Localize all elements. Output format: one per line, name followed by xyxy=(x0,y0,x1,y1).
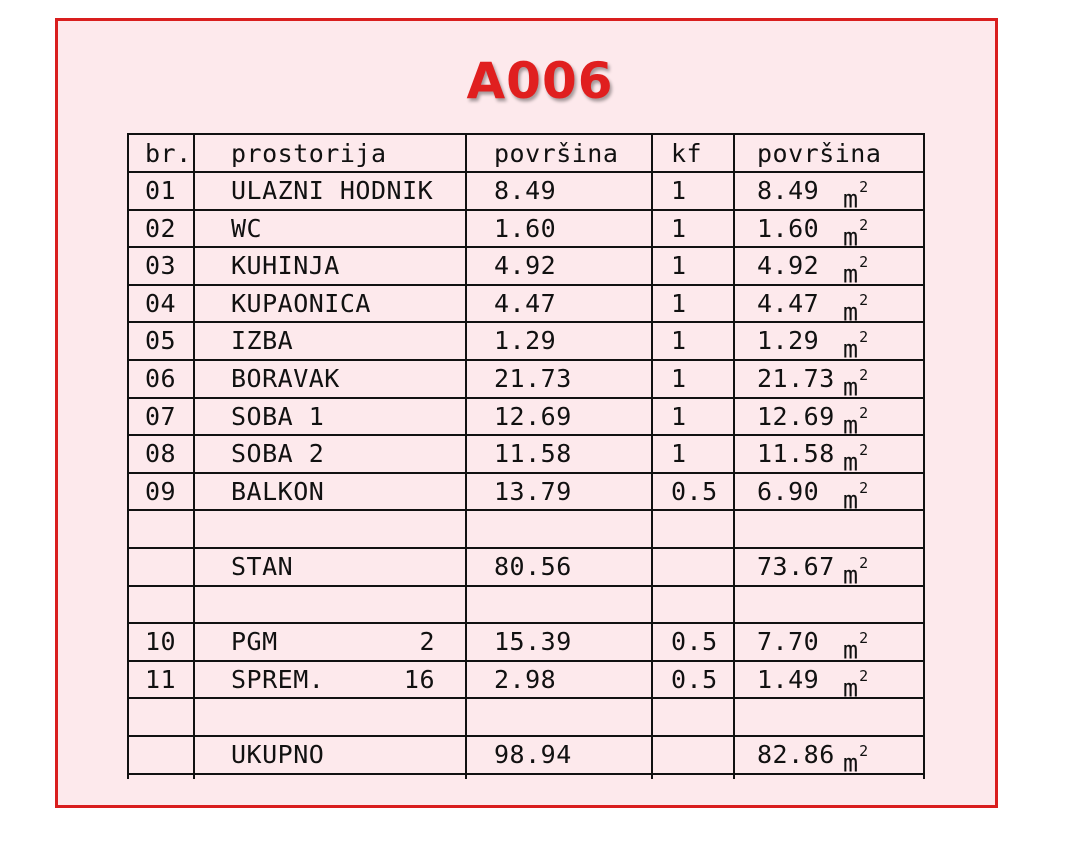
table-grid-vline xyxy=(127,133,129,779)
room-extra: 2 xyxy=(419,627,435,657)
unit-base: m xyxy=(843,221,859,251)
area-value: 2.98 xyxy=(494,664,557,694)
unit-m2 xyxy=(843,476,868,518)
area-value: 15.39 xyxy=(494,627,572,657)
unit-m2 xyxy=(843,401,868,443)
table-grid-hline xyxy=(127,585,923,587)
unit-base: m xyxy=(843,259,859,289)
header-kf: kf xyxy=(671,139,703,168)
unit-base: m xyxy=(843,635,859,665)
kf-value: 1 xyxy=(671,288,687,318)
area-value: 80.56 xyxy=(494,552,572,581)
header-povrsina-net: površina xyxy=(757,139,882,168)
unit-exponent: 2 xyxy=(859,328,869,347)
net-area-value: 1.60 xyxy=(757,213,820,243)
unit-m2 xyxy=(843,363,868,405)
net-area-value: 8.49 xyxy=(757,176,820,205)
room-name: KUHINJA xyxy=(231,251,340,281)
unit-base: m xyxy=(843,409,859,439)
net-area-value: 4.92 xyxy=(757,251,820,281)
table-grid-hline xyxy=(127,697,923,699)
page-title: A006 xyxy=(466,52,614,110)
header-br: br. xyxy=(145,139,192,168)
kf-value: 1 xyxy=(671,401,687,431)
net-area-value: 21.73 xyxy=(757,364,835,393)
unit-base: m xyxy=(843,485,859,515)
kf-value: 1 xyxy=(671,213,687,243)
table-grid-hline xyxy=(127,773,923,775)
row-number: 03 xyxy=(145,251,177,281)
unit-exponent: 2 xyxy=(859,629,869,648)
table-grid-vline xyxy=(923,133,925,779)
room-name: IZBA xyxy=(231,326,294,356)
table-grid-vline xyxy=(193,133,195,779)
unit-m2 xyxy=(843,325,868,367)
unit-base: m xyxy=(843,447,859,477)
room-extra: 16 xyxy=(403,664,435,694)
area-value: 98.94 xyxy=(494,740,572,769)
kf-value: 0.5 xyxy=(671,627,718,657)
room-name: SOBA 2 xyxy=(231,439,325,469)
net-area-value: 1.29 xyxy=(757,326,820,356)
row-number: 06 xyxy=(145,364,177,393)
table-grid-vline xyxy=(465,133,467,779)
table-grid-hline xyxy=(127,509,923,511)
unit-base: m xyxy=(843,560,859,590)
unit-m2 xyxy=(843,438,868,480)
net-area-value: 6.90 xyxy=(757,476,820,506)
room-name: SOBA 1 xyxy=(231,401,325,431)
kf-value: 0.5 xyxy=(671,664,718,694)
area-table xyxy=(127,133,923,779)
row-number: 11 xyxy=(145,664,177,694)
area-value: 8.49 xyxy=(494,176,557,205)
unit-m2 xyxy=(843,739,868,781)
unit-exponent: 2 xyxy=(859,403,869,422)
area-value: 1.29 xyxy=(494,326,557,356)
room-name: SPREM. xyxy=(231,664,325,694)
row-number: 02 xyxy=(145,213,177,243)
room-name: BORAVAK xyxy=(231,364,340,393)
row-number: 09 xyxy=(145,476,177,506)
unit-base: m xyxy=(843,673,859,703)
row-number: 10 xyxy=(145,627,177,657)
unit-exponent: 2 xyxy=(859,441,869,460)
unit-exponent: 2 xyxy=(859,290,869,309)
area-value: 12.69 xyxy=(494,401,572,431)
row-number: 07 xyxy=(145,401,177,431)
unit-exponent: 2 xyxy=(859,215,869,234)
room-name: UKUPNO xyxy=(231,740,325,769)
net-area-value: 73.67 xyxy=(757,552,835,581)
unit-m2 xyxy=(843,250,868,292)
kf-value: 1 xyxy=(671,176,687,205)
header-povrsina: površina xyxy=(494,139,619,168)
row-number: 05 xyxy=(145,326,177,356)
net-area-value: 82.86 xyxy=(757,740,835,769)
unit-exponent: 2 xyxy=(859,554,869,572)
unit-m2 xyxy=(843,664,868,706)
unit-m2 xyxy=(843,213,868,255)
area-value: 1.60 xyxy=(494,213,557,243)
header-prostorija: prostorija xyxy=(231,139,387,168)
room-name: BALKON xyxy=(231,476,325,506)
unit-exponent: 2 xyxy=(859,178,869,196)
unit-m2 xyxy=(843,626,868,668)
net-area-value: 4.47 xyxy=(757,288,820,318)
unit-exponent: 2 xyxy=(859,666,869,685)
row-number: 04 xyxy=(145,288,177,318)
net-area-value: 12.69 xyxy=(757,401,835,431)
kf-value: 1 xyxy=(671,439,687,469)
room-name: PGM xyxy=(231,627,278,657)
area-value: 13.79 xyxy=(494,476,572,506)
unit-base: m xyxy=(843,297,859,327)
row-number: 08 xyxy=(145,439,177,469)
net-area-value: 11.58 xyxy=(757,439,835,469)
unit-base: m xyxy=(843,334,859,364)
kf-value: 1 xyxy=(671,364,687,393)
unit-exponent: 2 xyxy=(859,478,869,497)
unit-exponent: 2 xyxy=(859,366,869,384)
unit-m2 xyxy=(843,288,868,330)
area-value: 4.92 xyxy=(494,251,557,281)
unit-exponent: 2 xyxy=(859,742,869,760)
table-grid-vline xyxy=(733,133,735,779)
net-area-value: 1.49 xyxy=(757,664,820,694)
net-area-value: 7.70 xyxy=(757,627,820,657)
unit-m2 xyxy=(843,175,868,217)
row-number: 01 xyxy=(145,176,177,205)
area-value: 11.58 xyxy=(494,439,572,469)
kf-value: 1 xyxy=(671,251,687,281)
area-value: 4.47 xyxy=(494,288,557,318)
room-name: STAN xyxy=(231,552,294,581)
unit-exponent: 2 xyxy=(859,253,869,272)
room-name: ULAZNI HODNIK xyxy=(231,176,434,205)
area-value: 21.73 xyxy=(494,364,572,393)
table-grid-vline xyxy=(651,133,653,779)
unit-base: m xyxy=(843,372,859,402)
room-name: KUPAONICA xyxy=(231,288,371,318)
unit-base: m xyxy=(843,748,859,778)
kf-value: 0.5 xyxy=(671,476,718,506)
unit-base: m xyxy=(843,184,859,214)
kf-value: 1 xyxy=(671,326,687,356)
room-name: WC xyxy=(231,213,263,243)
unit-m2 xyxy=(843,551,868,593)
